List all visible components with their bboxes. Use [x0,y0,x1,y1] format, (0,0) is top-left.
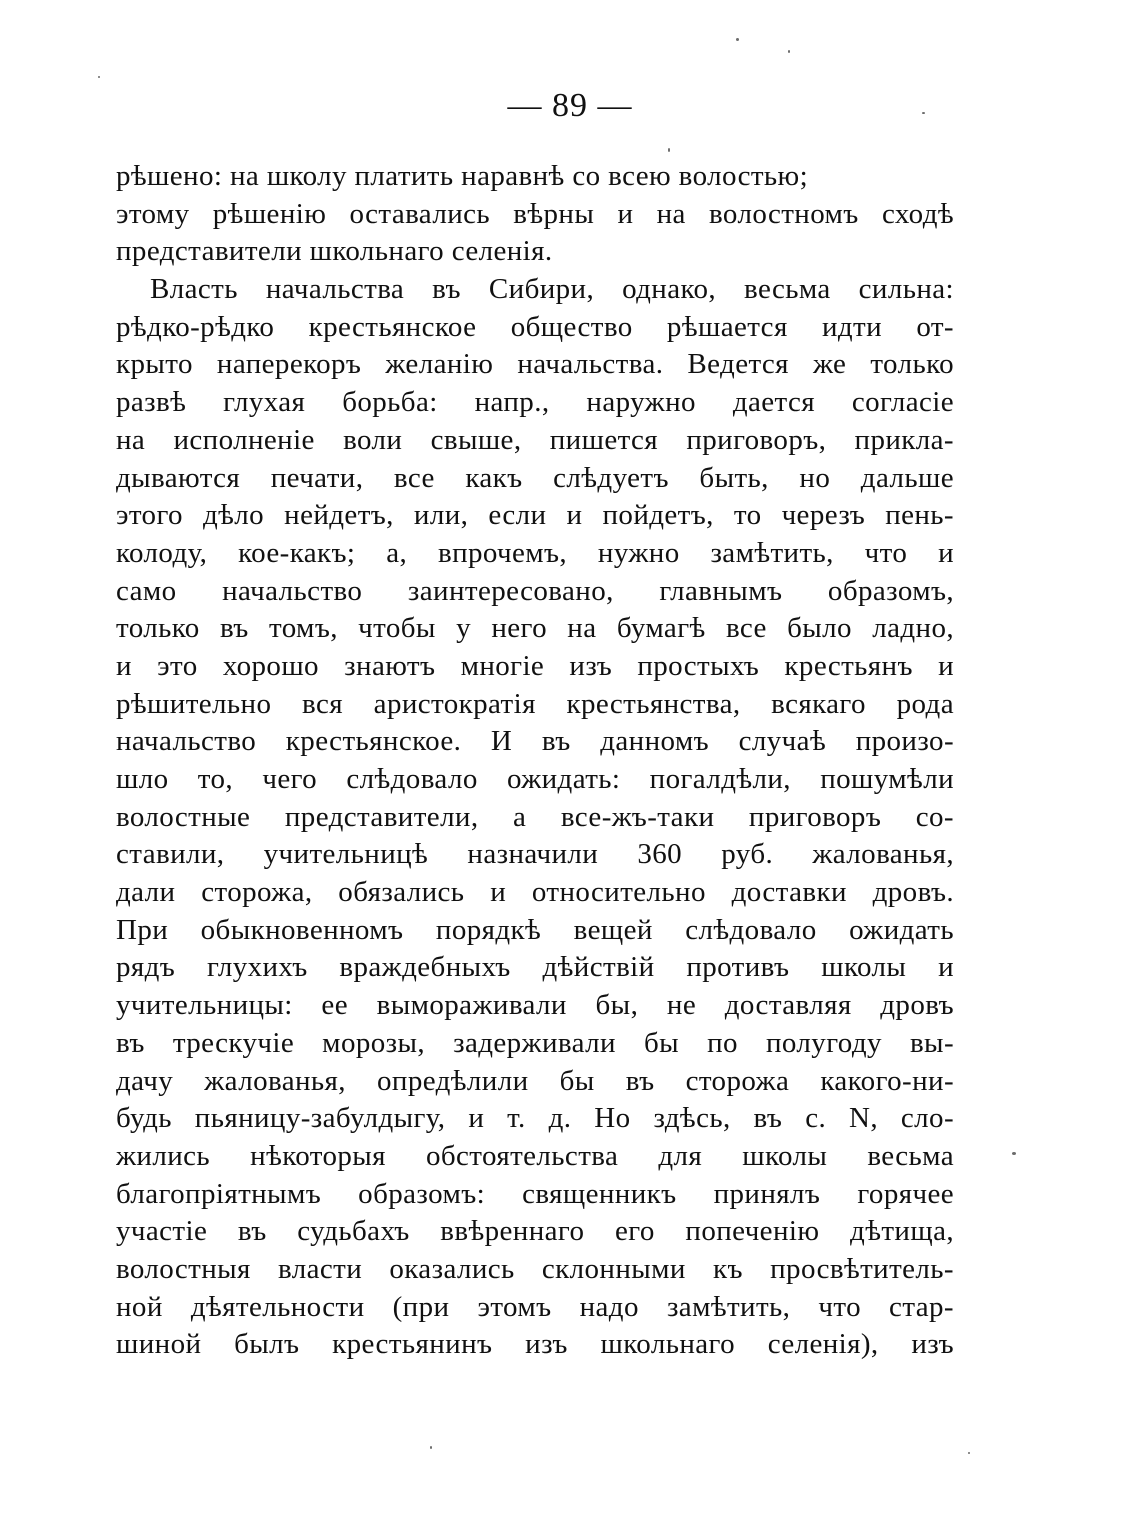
text-line: благопріятнымъ образомъ: священникъ принялъ горячее [116,1177,954,1210]
text-line: только въ томъ, чтобы у него на бумагѣ все было ладно, [116,612,954,645]
scan-speck [668,148,670,152]
text-line: участіе въ судьбахъ ввѣреннаго его попеченію дѣтища, [116,1215,954,1248]
scan-speck [922,112,925,114]
scan-speck [430,1446,432,1449]
text-line: само начальство заинтересовано, главнымъ образомъ, [116,574,954,607]
text-line: При обыкновенномъ порядкѣ вещей слѣдовало ожидать [116,913,954,946]
text-line: волостные представители, а все-жъ-таки приговоръ со- [116,800,954,833]
text-line: будь пьяницу-забулдыгу, и т. д. Но здѣсь, въ с. N, сло- [116,1102,954,1135]
text-line: Власть начальства въ Сибири, однако, весьма сильна: [150,273,954,306]
text-line: этому рѣшенію оставались вѣрны и на волостномъ сходѣ [116,197,954,230]
text-line: шиной былъ крестьянинъ изъ школьнаго селенія), изъ [116,1328,954,1361]
page-number: — 89 — [507,87,633,124]
text-line: рѣдко-рѣдко крестьянское общество рѣшается идти от- [116,310,954,343]
text-line: рѣшительно вся аристократія крестьянства, всякаго рода [116,687,954,720]
text-line: дали сторожа, обязались и относительно доставки дровъ. [116,876,954,909]
text-line: на исполненіе воли свыше, пишется приговоръ, прикла- [116,423,954,456]
text-line: ной дѣятельности (при этомъ надо замѣтить, что стар- [116,1290,954,1323]
text-line: этого дѣло нейдетъ, или, если и пойдетъ, то черезъ пень- [116,499,954,532]
scan-speck [736,38,739,41]
text-line: жились нѣкоторыя обстоятельства для школы весьма [116,1139,954,1172]
text-line: дачу жалованья, опредѣлили бы въ сторожа какого-ни- [116,1064,954,1097]
text-line: дываются печати, все какъ слѣдуетъ быть, но дальше [116,461,954,494]
text-line: рядъ глухихъ враждебныхъ дѣйствій противъ школы и [116,951,954,984]
scan-speck [788,50,790,53]
text-line: волостныя власти оказались склонными къ просвѣтитель- [116,1252,954,1285]
scan-speck [968,1452,970,1454]
text-line: развѣ глухая борьба: напр., наружно дается согласіе [116,386,954,419]
text-line: начальство крестьянское. И въ данномъ случаѣ произо- [116,725,954,758]
text-line: въ трескучіе морозы, задерживали бы по полугоду вы- [116,1026,954,1059]
text-line: рѣшено: на школу платить наравнѣ со всею волостью; [116,160,809,192]
scan-speck [98,76,100,78]
text-line: учительницы: ее вымораживали бы, не доставляя дровъ [116,989,954,1022]
body-text [116,158,954,1364]
scan-speck [1012,1152,1016,1155]
text-line: представители школьнаго селенія. [116,235,553,268]
text-line: колоду, кое-какъ; а, впрочемъ, нужно замѣтить, что и [116,536,954,569]
text-line: шло то, чего слѣдовало ожидать: погалдѣли, пошумѣли [116,763,954,795]
text-line: крыто наперекоръ желанію начальства. Ведется же только [116,348,954,381]
text-line: и это хорошо знаютъ многіе изъ простыхъ крестьянъ и [116,649,954,682]
text-line: ставили, учительницѣ назначили 360 руб. жалованья, [116,838,954,871]
